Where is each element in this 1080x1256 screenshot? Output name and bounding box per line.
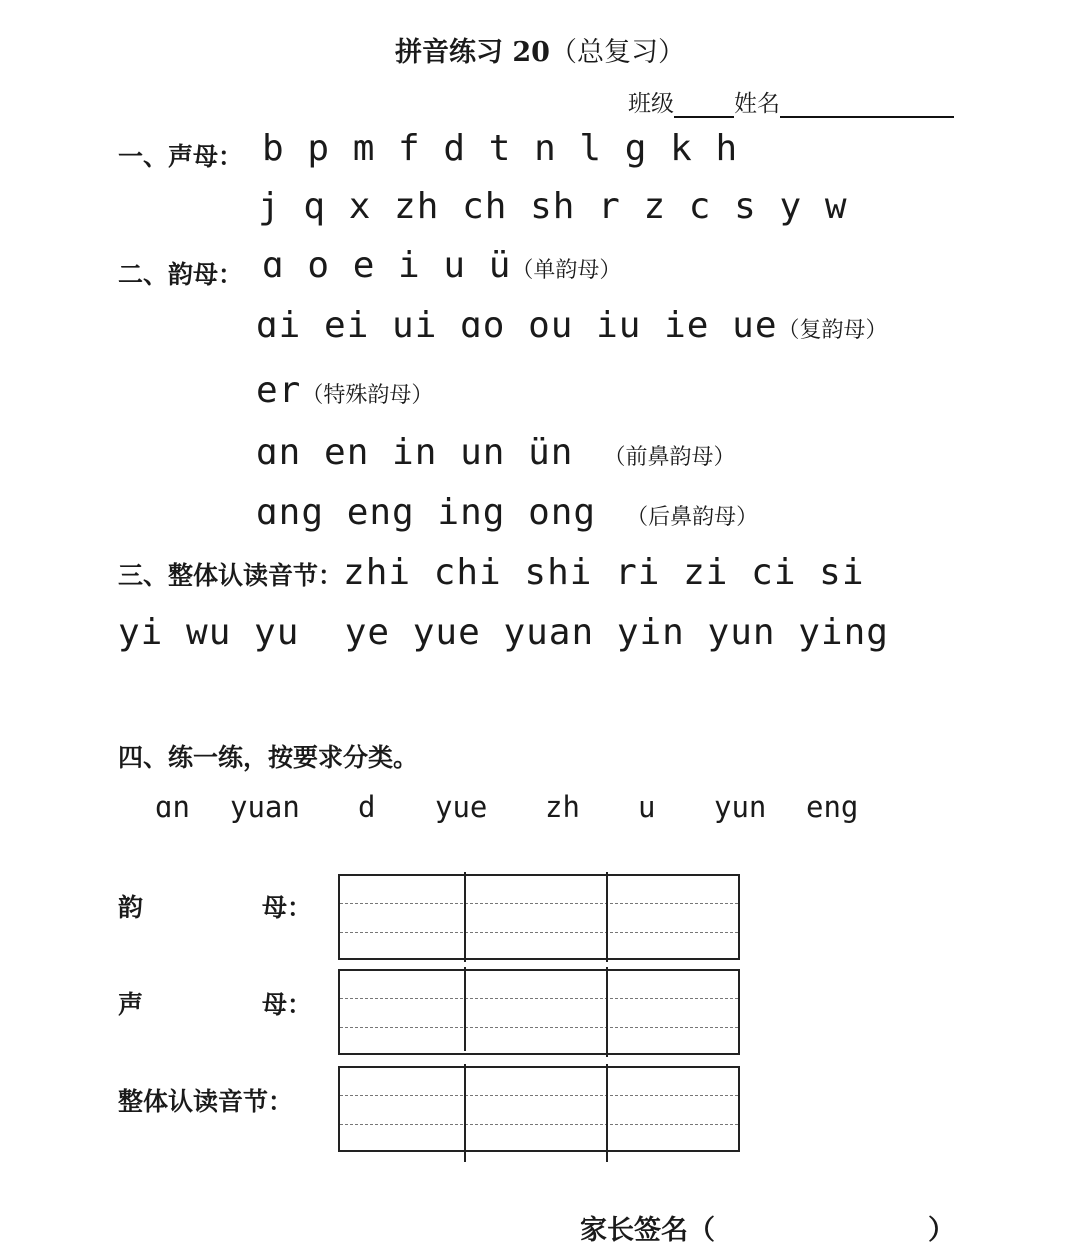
simple-finals-note: （单韵母） [511, 258, 622, 283]
exercise-item: u [638, 790, 656, 824]
section4-label: 四、练一练，按要求分类。 [118, 743, 419, 772]
compound-finals-note: （复韵母） [777, 318, 888, 343]
exercise-item: ɑn [155, 790, 190, 824]
front-nasal-finals: ɑn en in un ün [256, 432, 574, 473]
exercise-item: zh [545, 790, 580, 824]
grid-column-divider [606, 872, 608, 962]
grid-guide-line [340, 1124, 738, 1125]
finals-row-4 [256, 432, 735, 473]
initials-row-label-b: 母： [262, 990, 313, 1019]
finals-row-1 [262, 245, 621, 286]
parent-sign-field[interactable] [725, 1206, 925, 1242]
title-main: 拼音练习 20 [395, 37, 550, 68]
grid-guide-line [340, 903, 738, 904]
whole-syllables-writing-grid[interactable] [338, 1066, 740, 1152]
compound-finals: ɑi ei ui ɑo ou iu ie ue [256, 305, 778, 346]
section1-label: 一、声母： [118, 142, 244, 171]
grid-column-divider [464, 1064, 466, 1162]
initials-writing-grid[interactable] [338, 969, 740, 1055]
grid-guide-line [340, 998, 738, 999]
parent-sign-close: ） [928, 1215, 955, 1246]
exercise-item: yue [435, 790, 488, 824]
grid-column-divider [464, 967, 466, 1051]
page-title [0, 30, 1080, 69]
whole-syllables-row-1: zhi chi shi ri zi ci si [343, 552, 865, 593]
parent-sign-label: 家长签名（ [580, 1215, 715, 1246]
whole-syllables-row-2: yi wu yu ye yue yuan yin yun ying [118, 612, 889, 653]
finals-row-label-b: 母： [262, 893, 313, 922]
class-label: 班级 [628, 91, 674, 117]
exercise-item: eng [806, 790, 859, 824]
exercise-item: d [358, 790, 376, 824]
title-sub: （总复习） [549, 37, 685, 68]
class-field[interactable] [674, 92, 734, 118]
section3-label: 三、整体认读音节： [118, 561, 344, 590]
exercise-item: yun [714, 790, 767, 824]
grid-column-divider [464, 872, 466, 962]
class-name-line [628, 85, 954, 118]
grid-guide-line [340, 932, 738, 933]
back-nasal-finals: ɑng eng ing ong [256, 492, 597, 533]
grid-column-divider [606, 1064, 608, 1162]
name-field[interactable] [780, 92, 954, 118]
back-nasal-note: （后鼻韵母） [626, 505, 759, 530]
grid-column-divider [606, 967, 608, 1057]
grid-guide-line [340, 1027, 738, 1028]
finals-writing-grid[interactable] [338, 874, 740, 960]
whole-syllables-row-label: 整体认读音节： [118, 1087, 294, 1116]
finals-row-2 [256, 305, 888, 346]
grid-guide-line [340, 1095, 738, 1096]
initials-row-2: j q x zh ch sh r z c s y w [258, 186, 848, 227]
front-nasal-note: （前鼻韵母） [603, 445, 736, 470]
section2-label: 二、韵母： [118, 260, 244, 289]
finals-row-3 [256, 370, 433, 411]
finals-row-5 [256, 492, 758, 533]
name-label: 姓名 [734, 91, 780, 117]
section3-row-1 [118, 552, 865, 593]
simple-finals: ɑ o e i u ü [262, 245, 512, 286]
initials-row-1: b p m f d t n l g k h [262, 128, 739, 169]
initials-row-label-a: 声 [118, 990, 144, 1019]
finals-row-label-a: 韵 [118, 893, 144, 922]
special-final: er [256, 370, 302, 411]
exercise-item: yuan [230, 790, 300, 824]
special-final-note: （特殊韵母） [301, 383, 434, 408]
